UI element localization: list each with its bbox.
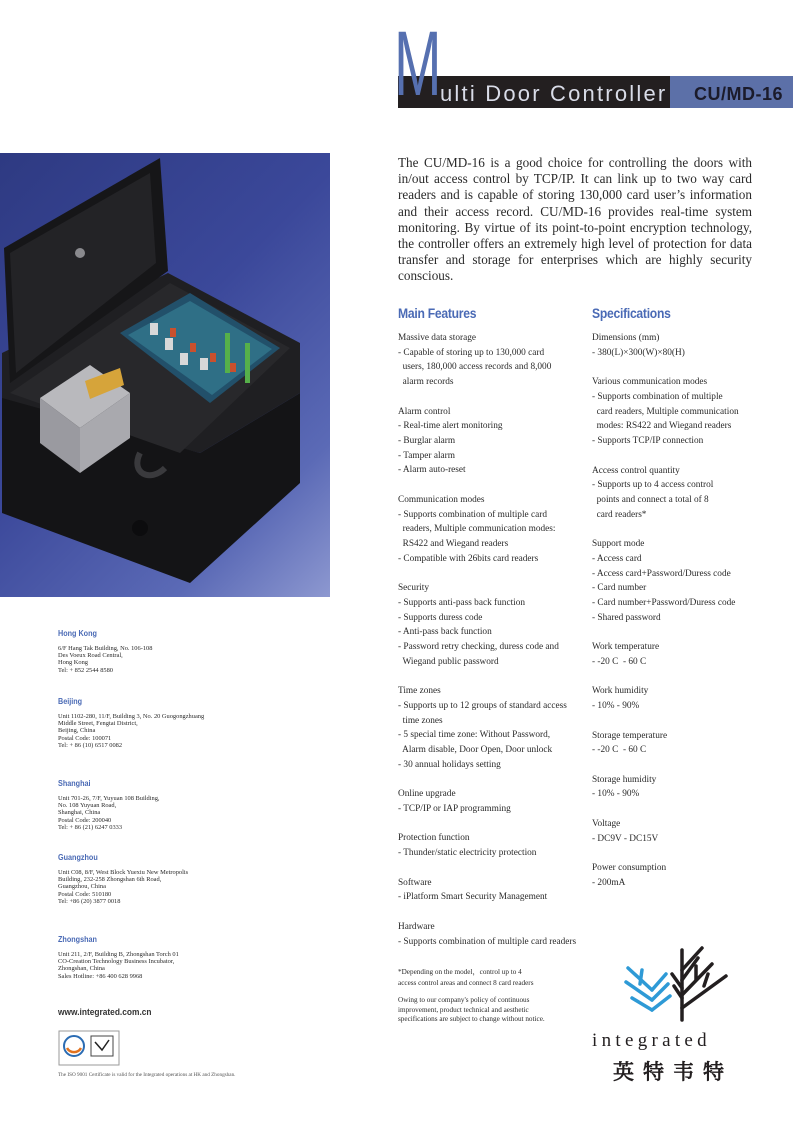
certification-badges	[58, 1030, 120, 1066]
section-line: Alarm disable, Door Open, Door unlock	[398, 745, 553, 756]
office-address-line: Zhongshan, China	[58, 965, 105, 973]
section-line: - Supports combination of multiple card	[398, 509, 547, 520]
section	[592, 375, 739, 449]
section-title: Work humidity	[592, 686, 649, 697]
section	[398, 331, 576, 390]
section-line: - Compatible with 26bits card readers	[398, 553, 539, 564]
section-line: - Burglar alarm	[398, 436, 456, 447]
section-line: - Capable of storing up to 130,000 card	[398, 347, 545, 358]
section	[398, 405, 576, 479]
section-line: - Password retry checking, duress code and	[398, 642, 559, 653]
section-line: - 5 special time zone: Without Password,	[398, 730, 551, 741]
office-address	[58, 713, 204, 749]
section-title: Hardware	[398, 921, 435, 932]
section-line: - Supports TCP/IP connection	[592, 436, 704, 447]
website-url: www.integrated.com.cn	[58, 1007, 152, 1018]
section-title: Security	[398, 583, 429, 594]
section-line: - 10% - 90%	[592, 701, 640, 712]
office-address-line: Tel: +86 (20) 3877 0018	[58, 897, 121, 905]
section-line: - Anti-pass back function	[398, 627, 492, 638]
section-line: - DC9V - DC15V	[592, 833, 659, 844]
office-address-line: CO-Creation Technology Business Incubator,	[58, 958, 175, 966]
section-title: Dimensions (mm)	[592, 333, 660, 343]
section-title: Voltage	[592, 818, 621, 829]
section-line: - Tamper alarm	[398, 450, 455, 461]
brand-logo	[622, 940, 730, 1022]
section	[592, 331, 739, 360]
section-title: Protection function	[398, 833, 470, 844]
office-address-line: Postal Code: 510180	[58, 890, 112, 898]
section	[398, 581, 576, 669]
office-address-line: Beijing, China	[58, 727, 96, 735]
office-address-line: Hong Kong	[58, 659, 88, 667]
section-title: Software	[398, 877, 432, 888]
section-line: - Card number+Password/Duress code	[592, 597, 736, 608]
section	[398, 920, 576, 949]
controller-cabinet-illustration	[0, 153, 330, 597]
section-title: Various communication modes	[592, 377, 708, 388]
office-address-line: Middle Street, Fengtai District,	[58, 720, 138, 728]
tree-logo-icon	[622, 940, 730, 1022]
footnote-line: *Depending on the model，control up to 4	[398, 968, 522, 976]
office-address-line: Guangzhou, China	[58, 883, 106, 891]
brand-name-chinese: 英特韦特	[613, 1060, 733, 1084]
main-features-heading: Main Features	[398, 306, 477, 321]
section	[592, 640, 739, 669]
section-line: - Thunder/static electricity protection	[398, 848, 537, 859]
office-name: Beijing	[58, 696, 83, 706]
office-address-line: Shanghai, China	[58, 809, 101, 817]
product-photo	[0, 153, 330, 597]
office-address-line: Tel: + 852 2544 8580	[58, 666, 113, 674]
footnote	[398, 967, 534, 989]
section-line: Wiegand public password	[398, 656, 499, 667]
section-line: - -20 C - 60 C	[592, 656, 647, 667]
section-line: - 10% - 90%	[592, 789, 640, 800]
section	[398, 684, 576, 772]
office-address-line: Unit C08, 8/F, West Block Yuexiu New Metropolis	[58, 869, 189, 876]
office-address-line: Tel: + 86 (21) 6247 0333	[58, 823, 123, 831]
section-line: card readers*	[592, 509, 647, 520]
section-title: Work temperature	[592, 642, 660, 653]
office-name: Zhongshan	[58, 934, 97, 944]
section-line: points and connect a total of 8	[592, 494, 709, 505]
section-line: - iPlatform Smart Security Management	[398, 892, 548, 903]
policy-line: improvement, product technical and aesthetic	[398, 1005, 529, 1014]
section-line: - Supports combination of multiple card readers	[398, 936, 577, 947]
office-address-line: Postal Code: 100071	[58, 734, 112, 742]
section-line: users, 180,000 access records and 8,000	[398, 362, 552, 373]
office-address	[58, 951, 179, 980]
section	[592, 861, 739, 890]
section	[592, 464, 739, 523]
iso-note: The ISO 9001 Certificate is valid for the Integrated operations at HK and Zhongshan.	[58, 1072, 236, 1078]
section	[398, 831, 576, 860]
section-line: - Access card+Password/Duress code	[592, 568, 731, 579]
title-initial: M	[394, 13, 441, 115]
certification-seal-icon	[58, 1030, 120, 1066]
section-line: modes: RS422 and Wiegand readers	[592, 421, 732, 432]
section-line: alarm records	[398, 377, 454, 388]
section	[398, 493, 576, 567]
section-title: Storage humidity	[592, 774, 657, 785]
office-address-line: Sales Hotline: +86 400 628 9968	[58, 972, 143, 980]
office-address-line: No. 108 Yuyuan Road,	[58, 802, 117, 810]
office-address-line: Building, 232-258 Zhongshan 6th Road,	[58, 876, 162, 884]
specifications-list	[592, 331, 739, 905]
footnote-line: access control areas and connect 8 card readers	[398, 979, 534, 987]
section-line: - Shared password	[592, 612, 661, 623]
policy-note	[398, 996, 545, 1025]
office-address-line: Postal Code: 200040	[58, 816, 112, 824]
office-name: Guangzhou	[58, 852, 98, 862]
section-title: Access control quantity	[592, 465, 680, 476]
office-address-line: 6/F Hang Tak Building, No. 106-108	[58, 645, 153, 652]
intro-paragraph: The CU/MD-16 is a good choice for controlling the doors with in/out access control by TCP/IP. It can link up to two way card readers and is capable of storing 130,000 card user’s information and their access record. CU/MD-16 provides real-time system monitoring. By virtue of its point-to-point encryption technology, the controller offers an extremely high level of protection for data transfer and storage for enterprises which are highly security conscious.	[398, 155, 752, 284]
section	[398, 876, 576, 905]
office-address-line: Unit 1102-280, 11/F, Building 3, No. 20 Guogongzhuang	[58, 713, 205, 720]
policy-line: specifications are subject to change without notice.	[398, 1015, 545, 1024]
section-line: - Access card	[592, 553, 642, 564]
section-line: card readers, Multiple communication	[592, 406, 739, 417]
policy-line: Owing to our company's policy of continuous	[398, 996, 530, 1004]
main-features-list	[398, 331, 576, 964]
office-address-line: Unit 211, 2/F, Building B, Zhongshan Torch 01	[58, 951, 179, 958]
office-address-line: Des Voeux Road Central,	[58, 652, 123, 660]
office-address	[58, 869, 188, 905]
brand-name: integrated	[592, 1030, 711, 1051]
section-line: - 200mA	[592, 877, 626, 888]
office-name: Shanghai	[58, 778, 91, 788]
section-line: - -20 C - 60 C	[592, 745, 647, 756]
specifications-heading: Specifications	[592, 306, 671, 321]
section-line: - Alarm auto-reset	[398, 465, 466, 476]
section-line: - Real-time alert monitoring	[398, 421, 503, 432]
section	[592, 773, 739, 802]
section-title: Massive data storage	[398, 333, 476, 343]
section-title: Alarm control	[398, 406, 451, 417]
section-line: - TCP/IP or IAP programming	[398, 803, 511, 814]
section-title: Storage temperature	[592, 730, 668, 741]
office-name: Hong Kong	[58, 628, 97, 638]
office-address-line: Unit 701-26, 7/F, Yuyuan 108 Building,	[58, 795, 160, 802]
section-line: readers, Multiple communication modes:	[398, 524, 556, 535]
section-line: - Supports anti-pass back function	[398, 597, 526, 608]
office-address	[58, 645, 152, 674]
office-address	[58, 795, 160, 831]
section-title: Time zones	[398, 686, 441, 697]
section	[398, 787, 576, 816]
office-address-line: Tel: + 86 (10) 6517 0082	[58, 741, 123, 749]
section-line: - Supports duress code	[398, 612, 483, 623]
section	[592, 729, 739, 758]
section	[592, 817, 739, 846]
section-line: - 380(L)×300(W)×80(H)	[592, 347, 685, 358]
section-title: Online upgrade	[398, 789, 456, 800]
section-title: Support mode	[592, 539, 645, 550]
page-title: ulti Door Controller	[440, 81, 668, 106]
section	[592, 684, 739, 713]
section-line: - Supports up to 12 groups of standard access	[398, 700, 567, 711]
section-line: - Supports combination of multiple	[592, 391, 723, 402]
section-title: Communication modes	[398, 494, 485, 505]
section	[592, 537, 739, 625]
section-line: - Supports up to 4 access control	[592, 480, 714, 491]
section-line: RS422 and Wiegand readers	[398, 539, 509, 550]
section-line: - Card number	[592, 583, 647, 594]
section-line: time zones	[398, 715, 443, 726]
section-line: - 30 annual holidays setting	[398, 759, 501, 770]
section-title: Power consumption	[592, 863, 667, 874]
model-number: CU/MD-16	[694, 84, 784, 104]
